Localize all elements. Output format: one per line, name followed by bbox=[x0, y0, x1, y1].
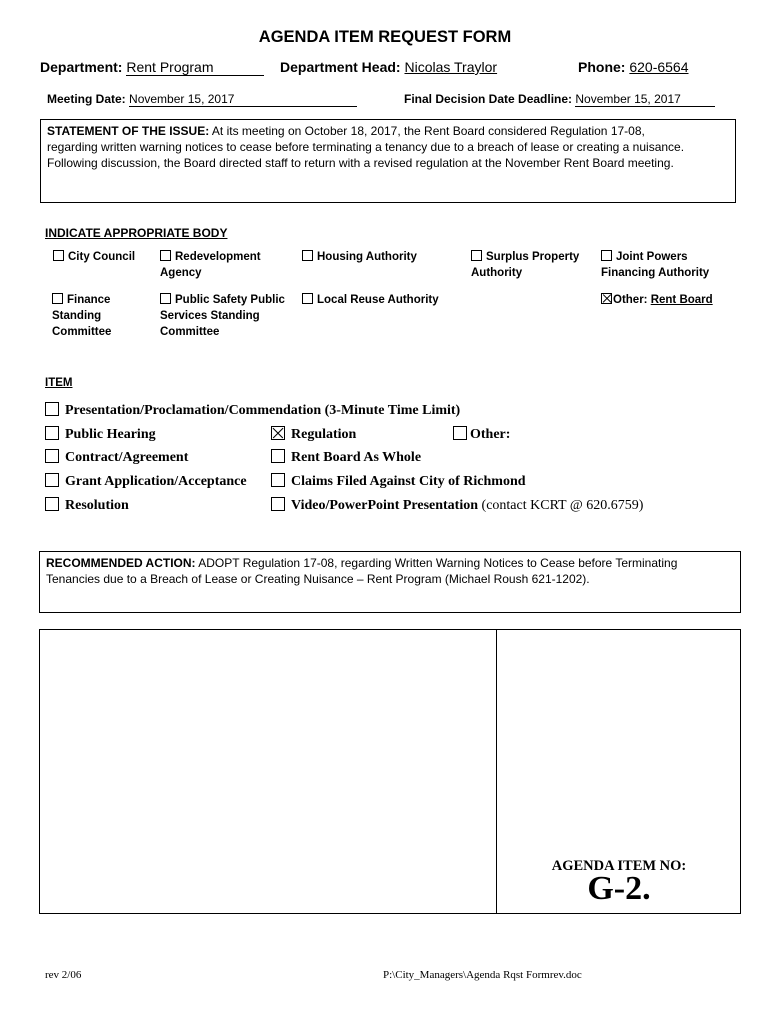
joint-label-2: Financing Authority bbox=[601, 267, 710, 279]
rent-board-whole-label: Rent Board As Whole bbox=[291, 450, 422, 465]
statement-label: STATEMENT OF THE ISSUE: bbox=[47, 124, 210, 138]
contract-checkbox[interactable] bbox=[45, 449, 59, 463]
finance-checkbox[interactable] bbox=[52, 293, 63, 304]
presentation-option[interactable] bbox=[45, 402, 460, 419]
finance-label-1: Finance bbox=[67, 294, 111, 306]
public-safety-label-2: Services Standing bbox=[160, 310, 260, 322]
local-reuse-label: Local Reuse Authority bbox=[317, 294, 439, 306]
recommended-line-1 bbox=[46, 555, 677, 571]
department-head-value[interactable]: Nicolas Traylor bbox=[404, 59, 498, 75]
statement-text-1: At its meeting on October 18, 2017, the Rent Board considered Regulation 17-08, bbox=[211, 124, 645, 138]
surplus-property-checkbox[interactable] bbox=[471, 250, 482, 261]
other-item-label: Other: bbox=[470, 427, 511, 442]
other-body-label: Other: bbox=[613, 294, 648, 306]
presentation-checkbox[interactable] bbox=[45, 402, 59, 416]
other-body-checkbox[interactable] bbox=[601, 293, 612, 304]
public-hearing-option[interactable] bbox=[45, 426, 156, 443]
phone-label: Phone: bbox=[578, 59, 626, 75]
department-head-label: Department Head: bbox=[280, 59, 401, 75]
housing-authority-option[interactable] bbox=[302, 249, 417, 265]
public-safety-option[interactable] bbox=[160, 292, 285, 340]
joint-powers-option[interactable] bbox=[601, 249, 709, 281]
claims-checkbox[interactable] bbox=[271, 473, 285, 487]
recommended-label: RECOMMENDED ACTION: bbox=[46, 556, 196, 570]
video-option[interactable] bbox=[271, 497, 643, 514]
resolution-checkbox[interactable] bbox=[45, 497, 59, 511]
finance-label-3: Committee bbox=[52, 326, 112, 338]
video-checkbox[interactable] bbox=[271, 497, 285, 511]
local-reuse-option[interactable] bbox=[302, 292, 439, 308]
joint-label-1: Joint Powers bbox=[616, 251, 688, 263]
statement-line-2: regarding written warning notices to cease before terminating a tenancy due to a breach of lease or creating a nuisance. bbox=[47, 140, 685, 154]
finance-label-2: Standing bbox=[52, 310, 102, 322]
statement-line-1 bbox=[47, 123, 684, 139]
grant-option[interactable] bbox=[45, 473, 247, 490]
surplus-label-2: Authority bbox=[471, 267, 523, 279]
housing-authority-label: Housing Authority bbox=[317, 251, 417, 263]
file-path: P:\City_Managers\Agenda Rqst Formrev.doc bbox=[383, 969, 582, 981]
deadline-field bbox=[404, 92, 715, 107]
public-hearing-checkbox[interactable] bbox=[45, 426, 59, 440]
presentation-label: Presentation/Proclamation/Commendation (3-Minute Time Limit) bbox=[65, 403, 461, 418]
redevelopment-option[interactable] bbox=[160, 249, 261, 281]
other-item-option[interactable] bbox=[453, 426, 510, 443]
surplus-label-1: Surplus Property bbox=[486, 251, 580, 263]
regulation-option[interactable] bbox=[271, 426, 356, 443]
form-title: AGENDA ITEM REQUEST FORM bbox=[258, 28, 512, 46]
meeting-date-value[interactable]: November 15, 2017 bbox=[129, 93, 357, 107]
agenda-item-number: G-2. bbox=[587, 870, 651, 907]
other-body-value: Rent Board bbox=[650, 294, 713, 306]
finance-option[interactable] bbox=[52, 292, 111, 340]
deadline-label: Final Decision Date Deadline: bbox=[404, 92, 573, 106]
public-safety-checkbox[interactable] bbox=[160, 293, 171, 304]
resolution-option[interactable] bbox=[45, 497, 129, 514]
department-head-field bbox=[280, 59, 497, 75]
meeting-date-label: Meeting Date: bbox=[47, 92, 126, 106]
phone-field bbox=[578, 59, 689, 75]
city-council-checkbox[interactable] bbox=[53, 250, 64, 261]
phone-value[interactable]: 620-6564 bbox=[629, 59, 689, 75]
recommended-text-1: ADOPT Regulation 17-08, regarding Written Warning Notices to Cease before Terminating bbox=[198, 556, 678, 570]
recommended-action-box[interactable] bbox=[39, 551, 741, 613]
revision-note: rev 2/06 bbox=[45, 969, 82, 981]
public-hearing-label: Public Hearing bbox=[65, 427, 156, 442]
redevelopment-label-1: Redevelopment bbox=[175, 251, 261, 263]
public-safety-label-3: Committee bbox=[160, 326, 220, 338]
grant-label: Grant Application/Acceptance bbox=[65, 474, 247, 489]
body-heading: INDICATE APPROPRIATE BODY bbox=[45, 226, 228, 240]
city-council-option[interactable] bbox=[53, 249, 135, 265]
video-label: Video/PowerPoint Presentation bbox=[291, 498, 479, 513]
contract-label: Contract/Agreement bbox=[65, 450, 189, 465]
department-field bbox=[40, 59, 264, 76]
surplus-property-option[interactable] bbox=[471, 249, 579, 281]
rent-board-whole-checkbox[interactable] bbox=[271, 449, 285, 463]
other-body-option[interactable] bbox=[601, 292, 713, 308]
regulation-label: Regulation bbox=[291, 427, 357, 442]
city-council-label: City Council bbox=[68, 251, 136, 263]
department-label: Department: bbox=[40, 59, 123, 75]
other-item-checkbox[interactable] bbox=[453, 426, 467, 440]
video-note: (contact KCRT @ 620.6759) bbox=[481, 498, 644, 513]
regulation-checkbox[interactable] bbox=[271, 426, 285, 440]
redevelopment-checkbox[interactable] bbox=[160, 250, 171, 261]
department-value[interactable]: Rent Program bbox=[126, 60, 264, 76]
claims-option[interactable] bbox=[271, 473, 526, 490]
joint-powers-checkbox[interactable] bbox=[601, 250, 612, 261]
item-heading: ITEM bbox=[45, 377, 73, 389]
claims-label: Claims Filed Against City of Richmond bbox=[291, 474, 526, 489]
housing-authority-checkbox[interactable] bbox=[302, 250, 313, 261]
contract-option[interactable] bbox=[45, 449, 188, 466]
deadline-value[interactable]: November 15, 2017 bbox=[575, 93, 715, 107]
resolution-label: Resolution bbox=[65, 498, 129, 513]
local-reuse-checkbox[interactable] bbox=[302, 293, 313, 304]
public-safety-label-1: Public Safety Public bbox=[175, 294, 285, 306]
meeting-date-field bbox=[47, 92, 357, 107]
rent-board-whole-option[interactable] bbox=[271, 449, 421, 466]
redevelopment-label-2: Agency bbox=[160, 267, 202, 279]
statement-box[interactable] bbox=[40, 119, 736, 203]
grant-checkbox[interactable] bbox=[45, 473, 59, 487]
statement-line-3: Following discussion, the Board directed staff to return with a revised regulation at the November Rent Board meeting. bbox=[47, 156, 674, 170]
agenda-item-label: AGENDA ITEM NO: bbox=[551, 858, 687, 874]
recommended-line-2: Tenancies due to a Breach of Lease or Creating Nuisance – Rent Program (Michael Roush 621-1202). bbox=[46, 572, 590, 586]
